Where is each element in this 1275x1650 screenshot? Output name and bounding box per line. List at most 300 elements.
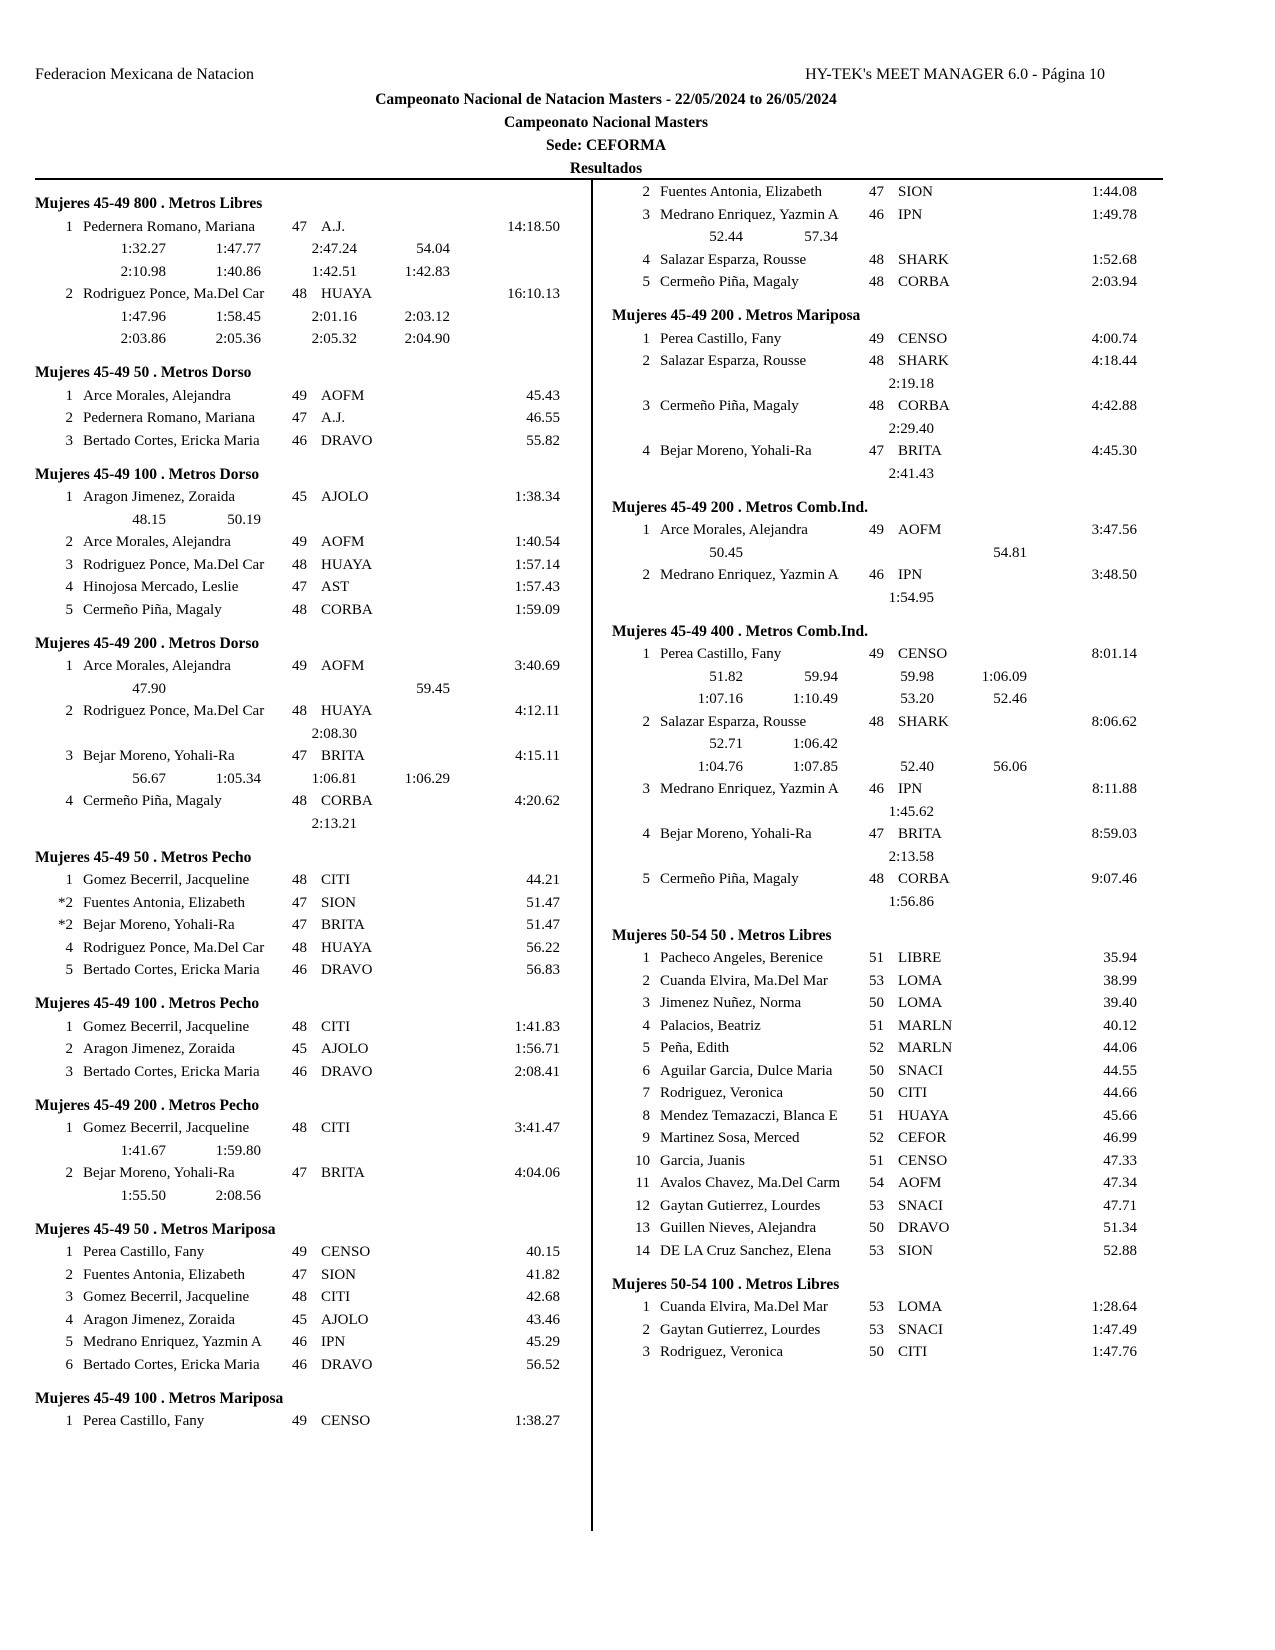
final-time: 1:47.76 <box>1091 1344 1137 1360</box>
event-title: Mujeres 45-49 800 . Metros Libres <box>35 195 263 212</box>
swimmer-name: Arce Morales, Alejandra <box>660 522 808 538</box>
event-title: Mujeres 50-54 100 . Metros Libres <box>612 1275 840 1293</box>
place: 2 <box>65 703 73 719</box>
final-time: 46.99 <box>1103 1130 1137 1146</box>
team: SHARK <box>898 353 949 369</box>
result-row <box>35 385 565 408</box>
team: CENSO <box>321 1244 371 1260</box>
final-time: 1:49.78 <box>1091 206 1137 223</box>
split-time: 1:54.95 <box>888 589 934 606</box>
event-section <box>612 305 1142 485</box>
final-time: 3:40.69 <box>514 658 560 674</box>
final-time: 38.99 <box>1103 972 1137 989</box>
place: 1 <box>642 1299 650 1315</box>
final-time: 4:04.06 <box>514 1165 560 1181</box>
split-row <box>35 678 565 701</box>
team: AOFM <box>321 534 365 550</box>
team: AOFM <box>898 522 942 538</box>
team: CORBA <box>898 871 950 887</box>
final-time: 8:06.62 <box>1091 713 1137 730</box>
swimmer-name: Cermeño Piña, Magaly <box>83 793 222 809</box>
event-title: Mujeres 45-49 100 . Metros Pecho <box>35 995 260 1012</box>
result-row <box>35 655 565 678</box>
final-time: 40.15 <box>526 1244 560 1260</box>
age: 47 <box>292 218 307 235</box>
swimmer-name: Medrano Enriquez, Yazmin A <box>660 567 839 583</box>
team: DRAVO <box>898 1220 950 1236</box>
event-section <box>612 497 1142 610</box>
team: HUAYA <box>321 703 373 719</box>
team: AOFM <box>321 387 365 404</box>
result-row <box>612 395 1142 418</box>
place: 2 <box>65 1041 73 1057</box>
swimmer-name: Gomez Becerril, Jacqueline <box>83 1018 250 1035</box>
swimmer-name: Bertado Cortes, Ericka Maria <box>83 1356 260 1373</box>
age: 45 <box>292 1311 307 1328</box>
age: 48 <box>869 871 884 887</box>
split-time: 2:03.86 <box>120 331 166 347</box>
result-row <box>612 204 1142 227</box>
age: 50 <box>869 1220 884 1236</box>
split-row <box>612 587 1142 610</box>
final-time: 14:18.50 <box>507 218 560 235</box>
column-divider <box>591 179 593 1531</box>
place: 6 <box>642 1062 650 1079</box>
result-row <box>612 711 1142 734</box>
age: 48 <box>292 1120 307 1136</box>
split-time: 47.90 <box>132 680 166 697</box>
result-row <box>35 1354 565 1377</box>
age: 49 <box>292 387 307 404</box>
team: CEFOR <box>898 1130 947 1146</box>
age: 48 <box>292 703 307 719</box>
final-time: 4:15.11 <box>515 748 560 764</box>
split-row <box>612 418 1142 441</box>
final-time: 4:00.74 <box>1091 330 1137 347</box>
split-row <box>612 542 1142 565</box>
split-time: 50.45 <box>709 544 743 561</box>
place: 4 <box>65 939 73 956</box>
event-section <box>35 1388 565 1433</box>
result-row <box>612 1240 1142 1263</box>
age: 52 <box>869 1040 884 1056</box>
team: AJOLO <box>321 1041 369 1057</box>
team: CITI <box>898 1344 928 1360</box>
event-title: Mujeres 45-49 200 . Metros Dorso <box>35 634 260 652</box>
swimmer-name: Arce Morales, Alejandra <box>83 534 231 550</box>
final-time: 3:47.56 <box>1091 522 1137 538</box>
place: 1 <box>65 218 73 235</box>
split-row <box>612 891 1142 914</box>
swimmer-name: Bertado Cortes, Ericka Maria <box>83 962 260 978</box>
result-row <box>35 1331 565 1354</box>
split-row <box>35 768 565 791</box>
result-row <box>612 970 1142 993</box>
result-row <box>35 576 565 599</box>
final-time: 51.47 <box>526 894 560 911</box>
place: 3 <box>642 1344 650 1360</box>
final-time: 1:56.71 <box>514 1041 560 1057</box>
split-time: 1:05.34 <box>215 770 261 787</box>
place: 3 <box>642 206 650 223</box>
event-section <box>612 1274 1142 1364</box>
meet-subtitle: Campeonato Nacional Masters <box>503 114 709 131</box>
age: 48 <box>292 939 307 956</box>
age: 46 <box>292 962 307 978</box>
age: 46 <box>292 432 307 449</box>
team: LOMA <box>898 1299 943 1315</box>
team: HUAYA <box>321 286 373 302</box>
result-row <box>612 519 1142 542</box>
final-time: 51.34 <box>1103 1220 1137 1236</box>
age: 45 <box>292 1041 307 1057</box>
final-time: 8:59.03 <box>1091 826 1137 842</box>
team: AOFM <box>898 1175 942 1191</box>
final-time: 4:12.11 <box>515 703 560 719</box>
place: 3 <box>65 556 73 573</box>
age: 51 <box>869 1152 884 1169</box>
place: 1 <box>65 872 73 888</box>
split-time: 51.82 <box>709 668 743 685</box>
event-section <box>35 464 565 622</box>
team: HUAYA <box>321 939 373 956</box>
event-title: Mujeres 45-49 200 . Metros Comb.Ind. <box>612 498 869 516</box>
age: 49 <box>869 330 884 347</box>
event-section <box>35 1219 565 1377</box>
swimmer-name: Bejar Moreno, Yohali-Ra <box>83 748 235 764</box>
final-time: 45.66 <box>1103 1107 1137 1124</box>
place: 4 <box>65 1311 73 1328</box>
split-row <box>35 813 565 836</box>
place: 5 <box>642 871 650 887</box>
final-time: 4:42.88 <box>1091 398 1137 414</box>
result-row <box>35 1061 565 1084</box>
place: 5 <box>642 1040 650 1056</box>
result-row <box>35 430 565 453</box>
split-row <box>35 1140 565 1163</box>
place: 7 <box>642 1085 650 1101</box>
team: BRITA <box>321 917 365 933</box>
split-time: 2:41.43 <box>888 465 934 482</box>
age: 48 <box>292 872 307 888</box>
final-time: 45.43 <box>526 387 560 404</box>
place: 3 <box>65 1063 73 1080</box>
swimmer-name: Salazar Esparza, Rousse <box>660 713 807 730</box>
split-time: 1:06.29 <box>404 770 450 787</box>
final-time: 47.33 <box>1103 1152 1137 1169</box>
event-section <box>35 633 565 836</box>
age: 53 <box>869 1242 884 1259</box>
place: 4 <box>65 579 73 595</box>
left-column <box>35 193 565 1433</box>
event-section <box>35 1095 565 1208</box>
team: SNACI <box>898 1321 944 1338</box>
place: 3 <box>65 432 73 449</box>
split-time: 57.34 <box>804 229 838 245</box>
team: CITI <box>321 872 351 888</box>
split-time: 1:55.50 <box>120 1187 166 1204</box>
place: 2 <box>65 1165 73 1181</box>
place: 1 <box>65 1244 73 1260</box>
age: 47 <box>292 410 307 426</box>
team: CITI <box>321 1289 351 1305</box>
team: DRAVO <box>321 962 373 978</box>
result-row <box>35 1264 565 1287</box>
swimmer-name: Cermeño Piña, Magaly <box>660 398 799 414</box>
age: 46 <box>292 1356 307 1373</box>
split-row <box>612 463 1142 486</box>
place: 2 <box>65 534 73 550</box>
place: 4 <box>642 1017 650 1034</box>
age: 48 <box>869 353 884 369</box>
age: 48 <box>292 556 307 573</box>
split-row <box>612 801 1142 824</box>
team: SHARK <box>898 713 949 730</box>
split-time: 52.71 <box>709 736 743 752</box>
split-time: 59.94 <box>804 668 838 685</box>
result-row <box>35 914 565 937</box>
result-row <box>35 531 565 554</box>
age: 46 <box>292 1334 307 1350</box>
team: DRAVO <box>321 1356 373 1373</box>
age: 47 <box>292 579 307 595</box>
split-time: 54.04 <box>416 241 450 257</box>
final-time: 47.71 <box>1103 1197 1137 1214</box>
age: 54 <box>869 1175 884 1191</box>
swimmer-name: Mendez Temazaczi, Blanca E <box>660 1107 838 1124</box>
age: 49 <box>292 1244 307 1260</box>
result-row <box>612 1296 1142 1319</box>
place: 11 <box>635 1175 650 1191</box>
result-row <box>612 1127 1142 1150</box>
event-section <box>612 925 1142 1263</box>
place: 1 <box>65 1413 73 1429</box>
split-time: 1:42.83 <box>404 263 450 280</box>
place: 10 <box>635 1152 650 1169</box>
split-row <box>612 373 1142 396</box>
event-title: Mujeres 45-49 400 . Metros Comb.Ind. <box>612 622 869 640</box>
result-row <box>612 249 1142 272</box>
split-row <box>612 666 1142 689</box>
final-time: 52.88 <box>1103 1242 1137 1259</box>
place: 1 <box>65 1018 73 1035</box>
swimmer-name: Hinojosa Mercado, Leslie <box>83 579 239 595</box>
result-row <box>612 1319 1142 1342</box>
swimmer-name: Bejar Moreno, Yohali-Ra <box>660 443 812 459</box>
event-title: Mujeres 45-49 50 . Metros Mariposa <box>35 1220 276 1238</box>
split-time: 2:29.40 <box>888 420 934 437</box>
swimmer-name: Perea Castillo, Fany <box>83 1413 205 1429</box>
split-time: 2:08.56 <box>215 1187 261 1204</box>
split-time: 2:13.58 <box>888 848 934 865</box>
age: 53 <box>869 1299 884 1315</box>
event-section <box>35 847 565 982</box>
final-time: 56.22 <box>526 939 560 956</box>
result-row <box>612 328 1142 351</box>
split-row <box>35 723 565 746</box>
event-title: Mujeres 45-49 200 . Metros Mariposa <box>612 307 861 324</box>
place: 2 <box>642 567 650 583</box>
final-time: 44.21 <box>526 872 560 888</box>
split-time: 2:19.18 <box>888 375 934 392</box>
split-time: 59.45 <box>416 680 450 697</box>
swimmer-name: Rodriguez Ponce, Ma.Del Car <box>83 556 265 573</box>
split-time: 1:10.49 <box>792 691 838 707</box>
age: 51 <box>869 950 884 966</box>
age: 53 <box>869 972 884 989</box>
place: 4 <box>65 793 73 809</box>
final-time: 41.82 <box>526 1266 560 1283</box>
final-time: 2:08.41 <box>514 1063 560 1080</box>
swimmer-name: Guillen Nieves, Alejandra <box>660 1220 817 1236</box>
final-time: 56.52 <box>526 1356 560 1373</box>
age: 49 <box>869 646 884 662</box>
team: CITI <box>321 1018 351 1035</box>
swimmer-name: Salazar Esparza, Rousse <box>660 353 807 369</box>
result-row <box>612 1060 1142 1083</box>
final-time: 1:59.09 <box>514 601 560 618</box>
swimmer-name: Pedernera Romano, Mariana <box>83 410 256 426</box>
place: 2 <box>642 353 650 369</box>
final-time: 46.55 <box>526 410 560 426</box>
final-time: 1:40.54 <box>514 534 560 550</box>
age: 51 <box>869 1017 884 1034</box>
team: SION <box>321 1266 357 1283</box>
final-time: 51.47 <box>526 917 560 933</box>
age: 50 <box>869 1344 884 1360</box>
swimmer-name: Salazar Esparza, Rousse <box>660 251 807 268</box>
federation-name: Federacion Mexicana de Natacion <box>35 66 255 83</box>
swimmer-name: Peña, Edith <box>660 1040 730 1056</box>
team: IPN <box>898 206 923 223</box>
result-row <box>35 959 565 982</box>
place: 1 <box>65 387 73 404</box>
result-row <box>612 1195 1142 1218</box>
team: SION <box>321 894 357 911</box>
place: 2 <box>65 1266 73 1283</box>
split-time: 48.15 <box>132 511 166 528</box>
result-row <box>35 216 565 239</box>
page-info: HY-TEK's MEET MANAGER 6.0 - Página 10 <box>805 66 1105 83</box>
age: 46 <box>869 206 884 223</box>
swimmer-name: Pedernera Romano, Mariana <box>83 218 256 235</box>
team: CITI <box>321 1120 351 1136</box>
team: BRITA <box>898 826 942 842</box>
place: 4 <box>642 826 650 842</box>
place: 4 <box>642 251 650 268</box>
age: 53 <box>869 1197 884 1214</box>
meet-title: Campeonato Nacional de Natacion Masters - 22/05/2024 to 26/05/2024 <box>375 91 837 108</box>
swimmer-name: Bertado Cortes, Ericka Maria <box>83 432 260 449</box>
split-time: 53.20 <box>900 691 934 707</box>
split-time: 52.46 <box>993 691 1027 707</box>
results-heading: Resultados <box>569 160 643 177</box>
place: 2 <box>642 184 650 200</box>
team: AJOLO <box>321 1311 369 1328</box>
swimmer-name: Medrano Enriquez, Yazmin A <box>660 781 839 797</box>
swimmer-name: Pacheco Angeles, Berenice <box>660 950 823 966</box>
result-row <box>35 1016 565 1039</box>
age: 47 <box>292 917 307 933</box>
split-row <box>612 733 1142 756</box>
final-time: 47.34 <box>1103 1175 1137 1191</box>
result-row <box>35 599 565 622</box>
swimmer-name: Cuanda Elvira, Ma.Del Mar <box>660 1299 828 1315</box>
final-time: 9:07.46 <box>1091 871 1137 887</box>
swimmer-name: Bertado Cortes, Ericka Maria <box>83 1063 260 1080</box>
event-title: Mujeres 50-54 50 . Metros Libres <box>612 926 832 944</box>
age: 45 <box>292 489 307 505</box>
team: SNACI <box>898 1197 944 1214</box>
place: 5 <box>65 962 73 978</box>
result-row <box>35 486 565 509</box>
age: 47 <box>292 748 307 764</box>
split-time: 2:05.36 <box>215 331 261 347</box>
age: 46 <box>869 781 884 797</box>
split-time: 2:05.32 <box>311 331 357 347</box>
team: A.J. <box>321 410 346 426</box>
swimmer-name: Arce Morales, Alejandra <box>83 658 231 674</box>
age: 49 <box>292 534 307 550</box>
place: *2 <box>58 917 73 933</box>
split-time: 1:56.86 <box>888 893 934 910</box>
place: 12 <box>635 1197 650 1214</box>
age: 51 <box>869 1107 884 1124</box>
result-row <box>35 790 565 813</box>
age: 46 <box>869 567 884 583</box>
swimmer-name: Cermeño Piña, Magaly <box>83 601 222 618</box>
result-row <box>35 554 565 577</box>
final-time: 1:38.34 <box>514 489 560 505</box>
place: 5 <box>65 601 73 618</box>
final-time: 8:11.88 <box>1092 781 1137 797</box>
split-time: 1:40.86 <box>215 263 261 280</box>
split-time: 2:04.90 <box>404 331 450 347</box>
result-row <box>35 1410 565 1433</box>
right-column <box>612 181 1142 1364</box>
result-row <box>612 823 1142 846</box>
age: 53 <box>869 1321 884 1338</box>
age: 49 <box>292 1413 307 1429</box>
swimmer-name: Palacios, Beatriz <box>660 1017 761 1034</box>
place: 14 <box>635 1242 650 1259</box>
team: SNACI <box>898 1062 944 1079</box>
place: 5 <box>65 1334 73 1350</box>
final-time: 4:20.62 <box>514 793 560 809</box>
result-row <box>35 869 565 892</box>
place: 2 <box>65 410 73 426</box>
split-row <box>35 328 565 351</box>
swimmer-name: Cermeño Piña, Magaly <box>660 274 799 290</box>
final-time: 3:41.47 <box>514 1120 560 1136</box>
age: 48 <box>292 1018 307 1035</box>
age: 46 <box>292 1063 307 1080</box>
final-time: 42.68 <box>526 1289 560 1305</box>
swimmer-name: Bejar Moreno, Yohali-Ra <box>660 826 812 842</box>
swimmer-name: Garcia, Juanis <box>660 1152 745 1169</box>
age: 48 <box>869 251 884 268</box>
team: BRITA <box>321 748 365 764</box>
team: AJOLO <box>321 489 369 505</box>
event-title: Mujeres 45-49 50 . Metros Dorso <box>35 364 252 381</box>
result-row <box>612 1172 1142 1195</box>
result-row <box>612 440 1142 463</box>
result-row <box>35 1309 565 1332</box>
result-row <box>612 947 1142 970</box>
split-time: 1:59.80 <box>215 1142 261 1159</box>
swimmer-name: Gaytan Gutierrez, Lourdes <box>660 1197 821 1214</box>
final-time: 1:57.14 <box>514 556 560 573</box>
